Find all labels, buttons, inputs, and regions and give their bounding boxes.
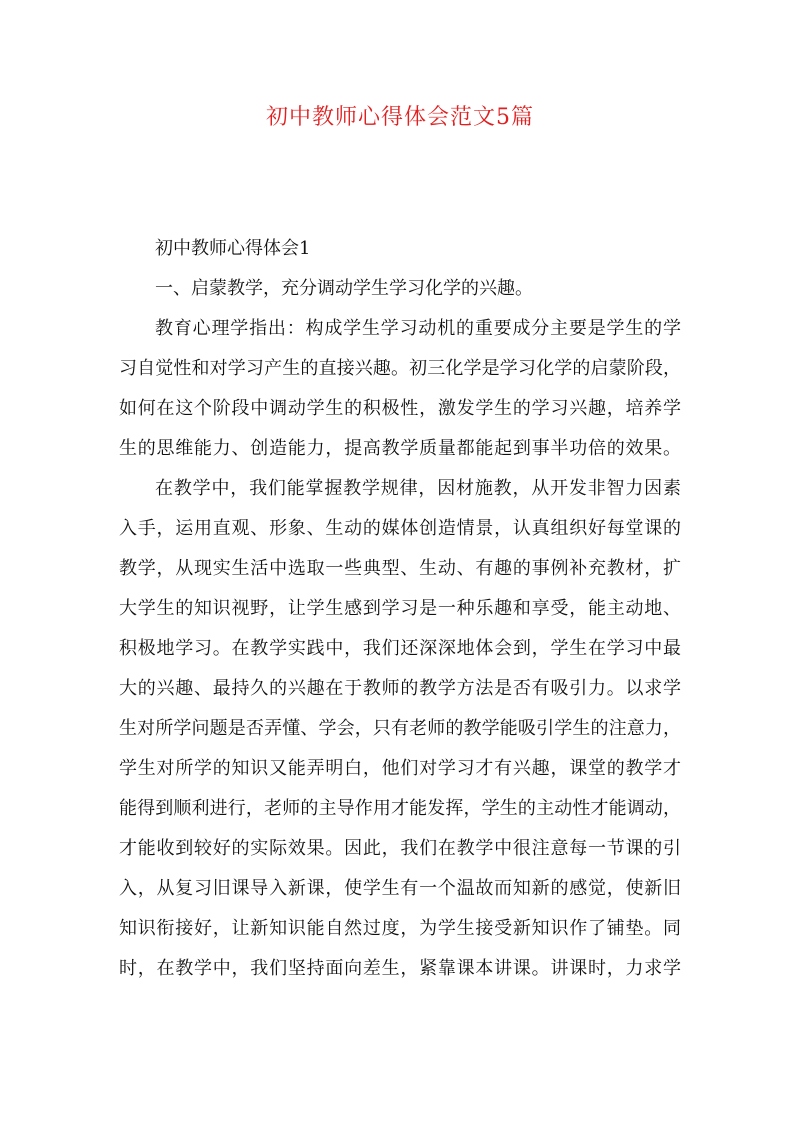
paragraph-line: 教育心理学指出：构成学生学习动机的重要成分主要是学生的学 <box>155 318 681 339</box>
paragraph-line: 习自觉性和对学习产生的直接兴趣。初三化学是学习化学的启蒙阶段， <box>119 358 681 379</box>
paragraph-2 <box>119 469 681 989</box>
document-title: 初中教师心得体会范文5篇 <box>266 105 534 130</box>
paragraph-line: 知识衔接好，让新知识能自然过度，为学生接受新知识作了铺垫。同 <box>119 918 681 939</box>
point-heading: 一、启蒙教学，充分调动学生学习化学的兴趣。 <box>155 278 533 299</box>
paragraph-line: 入手，运用直观、形象、生动的媒体创造情景，认真组织好每堂课的 <box>119 518 681 539</box>
document-body <box>119 229 681 989</box>
paragraph-line: 生对所学问题是否弄懂、学会，只有老师的教学能吸引学生的注意力， <box>119 718 681 739</box>
paragraph-line: 时，在教学中，我们坚持面向差生，紧靠课本讲课。讲课时，力求学 <box>119 958 681 979</box>
paragraph-line: 教学，从现实生活中选取一些典型、生动、有趣的事例补充教材，扩 <box>119 558 681 579</box>
paragraph-line: 如何在这个阶段中调动学生的积极性，激发学生的学习兴趣，培养学 <box>119 398 681 419</box>
paragraph-line: 积极地学习。在教学实践中，我们还深深地体会到，学生在学习中最 <box>119 638 681 659</box>
paragraph-line: 生的思维能力、创造能力，提高教学质量都能起到事半功倍的效果。 <box>119 438 681 459</box>
paragraph-line: 学生对所学的知识又能弄明白，他们对学习才有兴趣，课堂的教学才 <box>119 758 681 779</box>
paragraph-line: 大的兴趣、最持久的兴趣在于教师的教学方法是否有吸引力。以求学 <box>119 678 681 699</box>
paragraph-line: 才能收到较好的实际效果。因此，我们在教学中很注意每一节课的引 <box>119 838 681 859</box>
paragraph-1 <box>119 309 681 469</box>
paragraph-line: 入，从复习旧课导入新课，使学生有一个温故而知新的感觉，使新旧 <box>119 878 681 899</box>
paragraph-line: 大学生的知识视野，让学生感到学习是一种乐趣和享受，能主动地、 <box>119 598 681 619</box>
paragraph-line: 能得到顺利进行，老师的主导作用才能发挥，学生的主动性才能调动， <box>119 798 681 819</box>
section-heading: 初中教师心得体会1 <box>155 238 311 259</box>
paragraph-line: 在教学中，我们能掌握教学规律，因材施教，从开发非智力因素 <box>155 478 681 499</box>
